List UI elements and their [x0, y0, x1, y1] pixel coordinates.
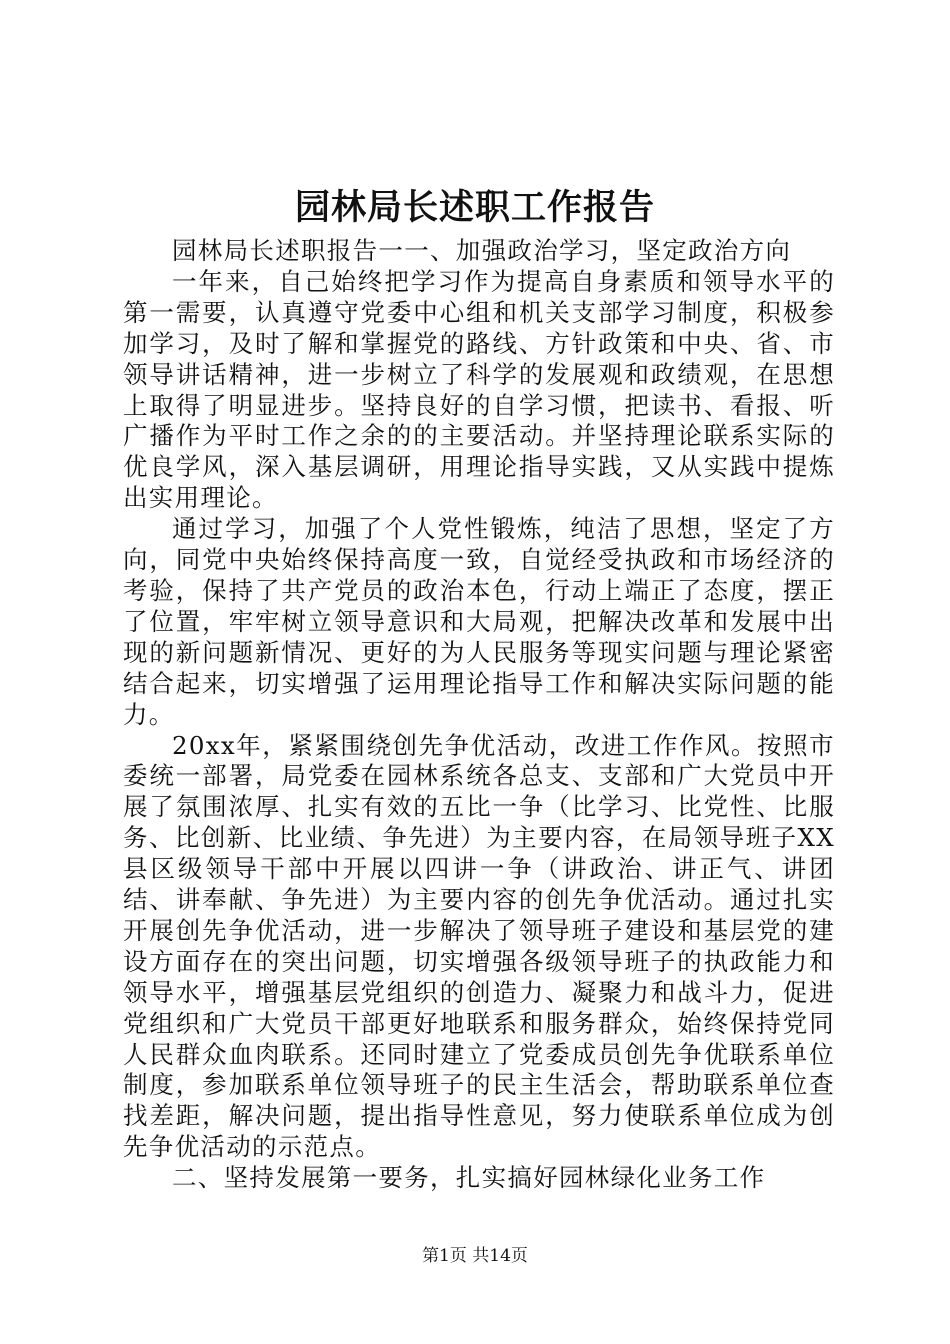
page-number-footer: 第1页 共14页 — [422, 1246, 528, 1266]
paragraph-3: 通过学习，加强了个人党性锻炼，纯洁了思想，坚定了方向，同党中央始终保持高度一致，自觉经受执政和市场经济的考验，保持了共产党员的政治本色，行动上端正了态度，摆正了位置，牢牢树立领导意识和大局观，把解决改革和发展中出现的新问题新情况、更好的为人民服务等现实问题与理论紧密结合起来，切实增强了运用理论指导工作和解决实际问题的能力。 — [123, 514, 835, 729]
paragraph-5: 二、坚持发展第一要务，扎实搞好园林绿化业务工作 — [172, 1163, 766, 1193]
paragraph-4: 20xx年，紧紧围绕创先争优活动，改进工作作风。按照市委统一部署，局党委在园林系统各总支、支部和广大党员中开展了氛围浓厚、扎实有效的五比一争（比学习、比党性、比服务、比创新、比业绩、争先进）为主要内容，在局领导班子XX县区级领导干部中开展以四讲一争（讲政治、讲正气、讲团结、讲奉献、争先进）为主要内容的创先争优活动。通过扎实开展创先争优活动，进一步解决了领导班子建设和基层党的建设方面存在的突出问题，切实增强各级领导班子的执政能力和领导水平，增强基层党组织的创造力、凝聚力和战斗力，促进党组织和广大党员干部更好地联系和服务群众，始终保持党同人民群众血肉联系。还同时建立了党委成员创先争优联系单位制度，参加联系单位领导班子的民主生活会，帮助联系单位查找差距，解决问题，提出指导性意见，努力使联系单位成为创先争优活动的示范点。 — [123, 730, 835, 1162]
document-title: 园林局长述职工作报告 — [294, 187, 655, 228]
document-body — [123, 236, 835, 1194]
paragraph-1: 园林局长述职报告一一、加强政治学习，坚定政治方向 — [172, 236, 792, 265]
paragraph-2: 一年来，自己始终把学习作为提高自身素质和领导水平的第一需要，认真遵守党委中心组和机关支部学习制度，积极参加学习，及时了解和掌握党的路线、方针政策和中央、省、市领导讲话精神，进一步树立了科学的发展观和政绩观，在思想上取得了明显进步。坚持良好的自学习惯，把读书、看报、听广播作为平时工作之余的的主要活动。并坚持理论联系实际的优良学风，深入基层调研，用理论指导实践，又从实践中提炼出实用理论。 — [123, 266, 835, 513]
